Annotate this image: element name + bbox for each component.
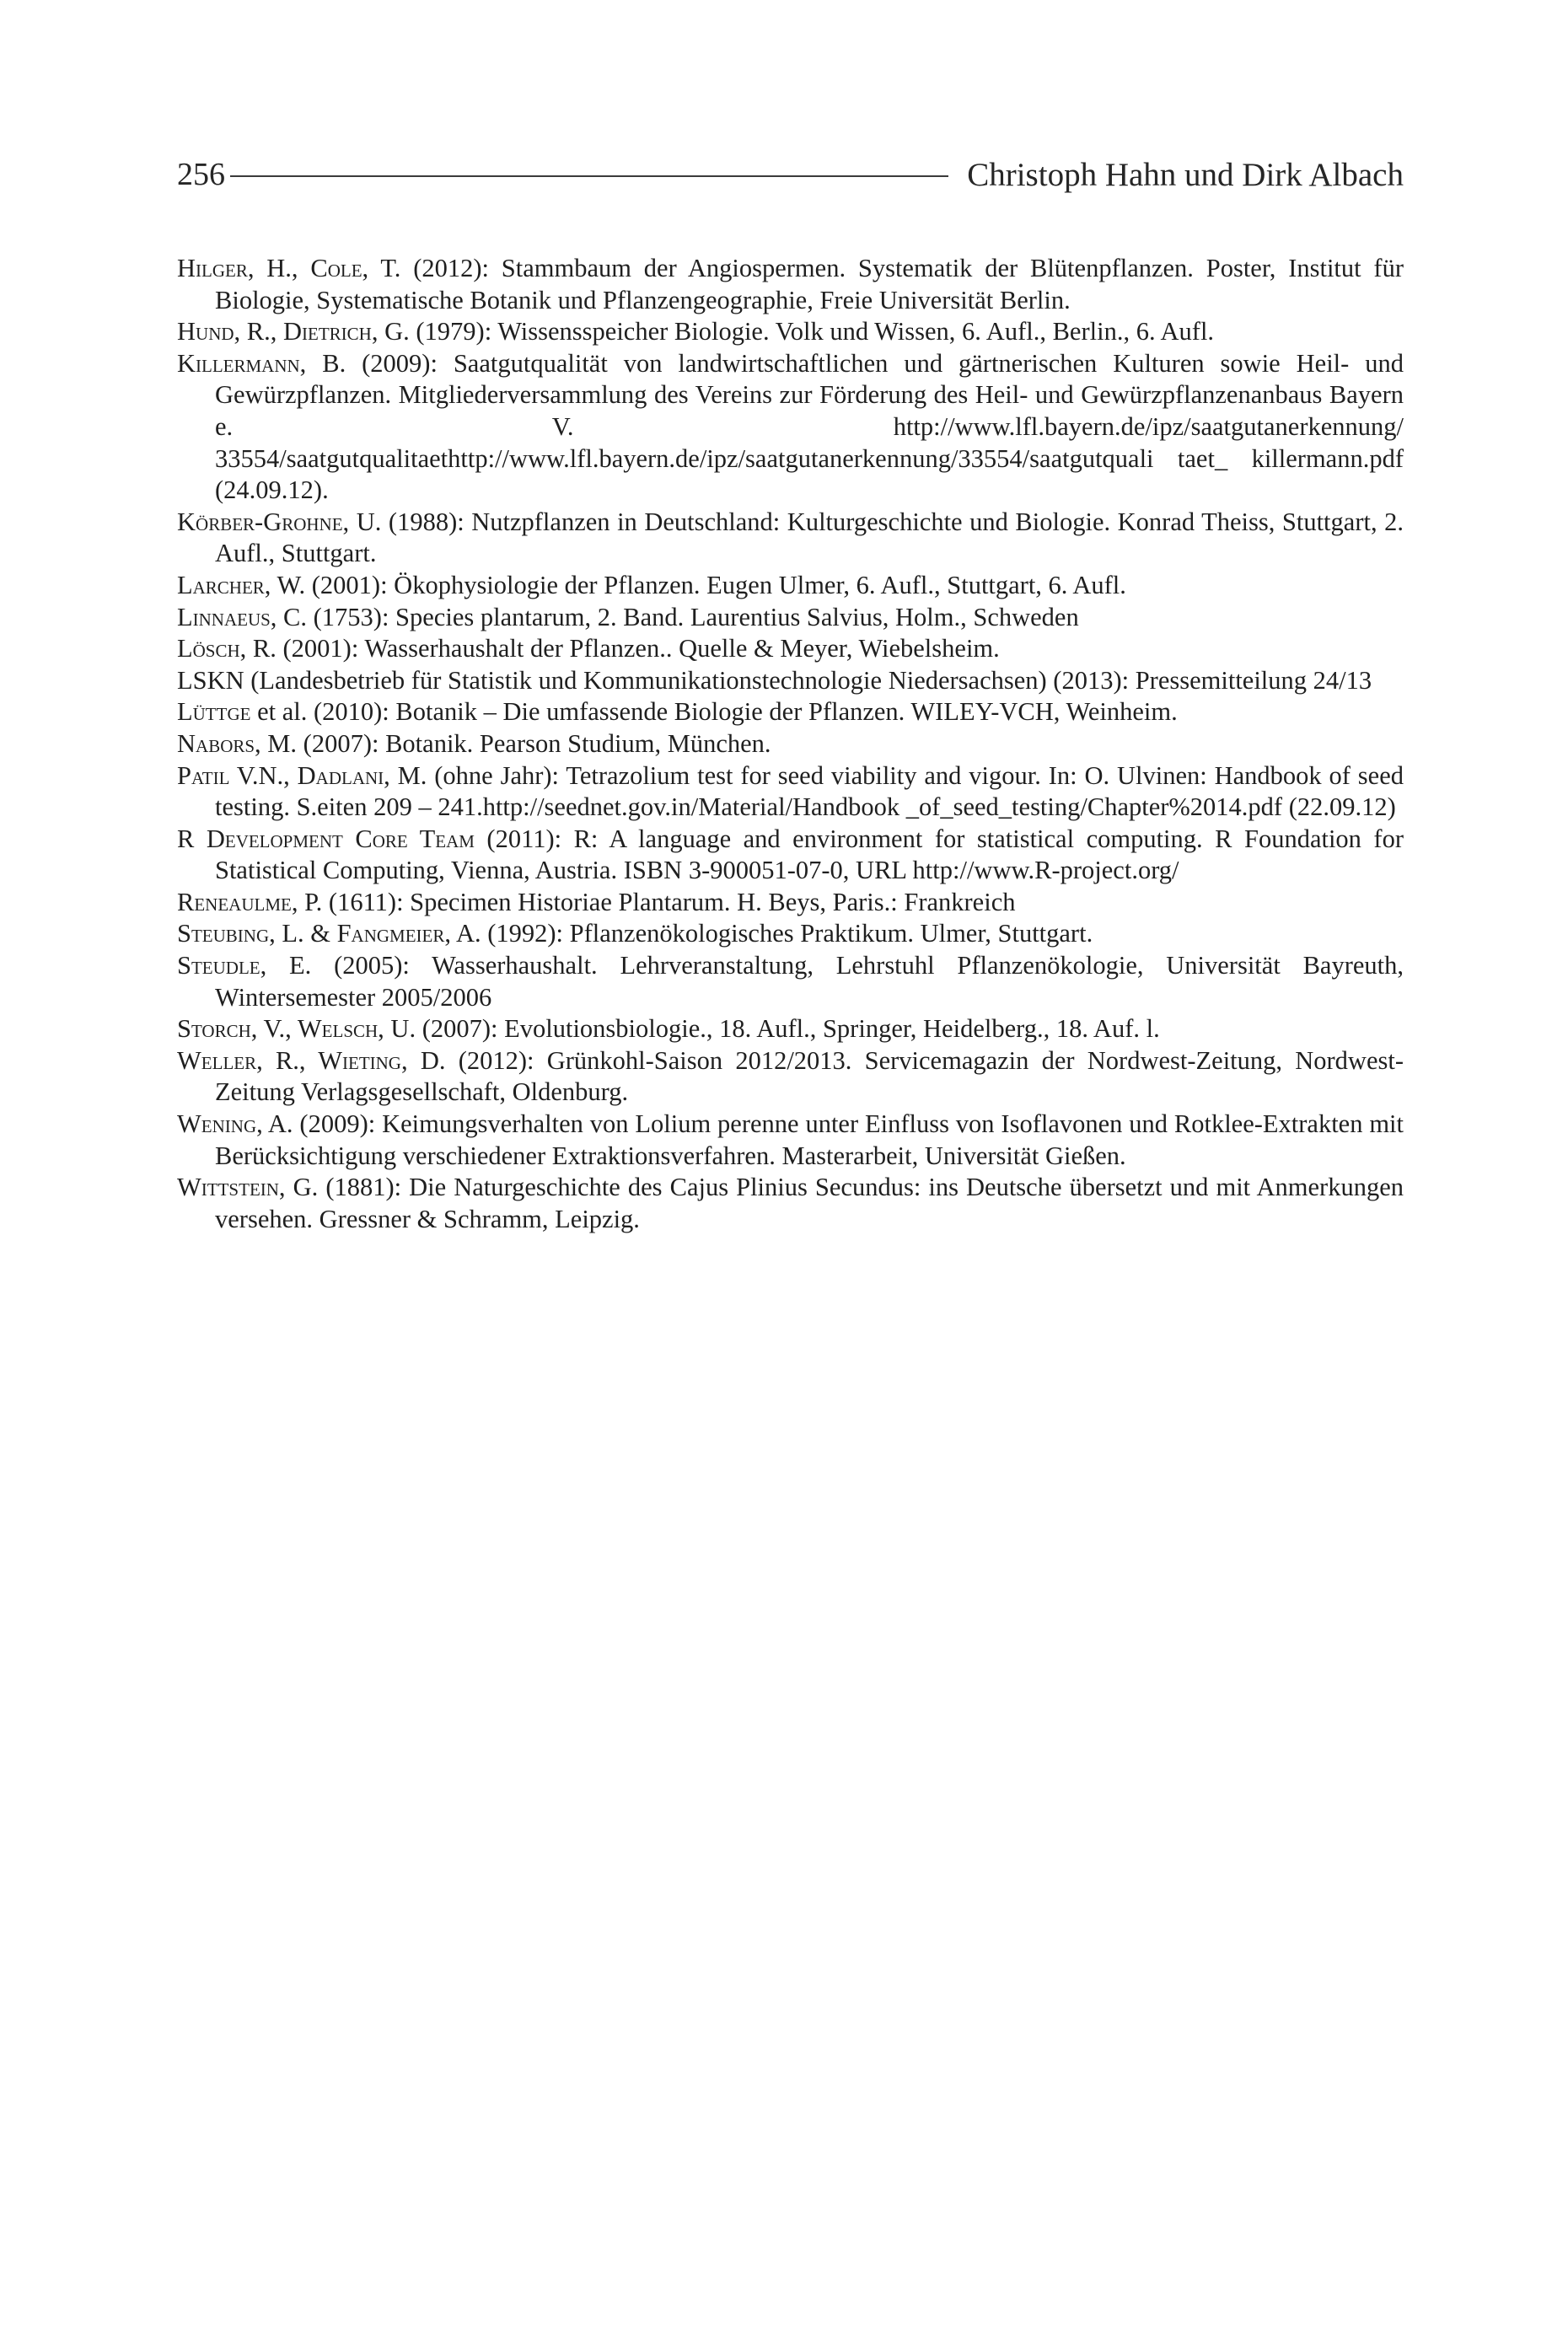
reference-author: Hund, R., Dietrich, G.	[177, 317, 410, 346]
reference-author: Larcher, W.	[177, 570, 306, 599]
reference-entry	[177, 1109, 1404, 1172]
reference-author: Patil V.N., Dadlani, M.	[177, 760, 427, 790]
reference-author: Körber-Grohne, U.	[177, 507, 382, 536]
reference-author: Lüttge	[177, 697, 251, 727]
reference-entry	[177, 602, 1404, 634]
page-number: 256	[177, 157, 225, 192]
reference-entry	[177, 570, 1404, 602]
reference-author: Lösch, R.	[177, 634, 277, 663]
reference-entry	[177, 1172, 1404, 1235]
reference-author: Reneaulme, P.	[177, 887, 323, 916]
reference-entry	[177, 918, 1404, 950]
reference-author: Wening, A.	[177, 1109, 293, 1139]
reference-author: Weller, R., Wieting, D.	[177, 1045, 446, 1075]
reference-entry	[177, 633, 1404, 665]
reference-author: Hilger, H., Cole, T.	[177, 254, 401, 282]
reference-text: (2007): Evolutionsbiologie., 18. Aufl., Springer, Heidelberg., 18. Auf. l.	[416, 1014, 1160, 1044]
header-rule	[230, 175, 948, 177]
reference-entry	[177, 253, 1404, 316]
reference-author: Linnaeus, C.	[177, 602, 308, 631]
reference-entry	[177, 316, 1404, 348]
reference-text: (ohne Jahr): Tetrazolium test for seed viability and vigour. In: O. Ulvinen: Handbook of seed testing. S.eiten 209 – 241.http://seednet.gov.in/Material/Handbook _of_seed_testing/Chapter%2014.pdf (22.09.12)	[215, 760, 1404, 822]
reference-list	[177, 253, 1404, 1235]
reference-text: (1988): Nutzpflanzen in Deutschland: Kulturgeschichte und Biologie. Konrad Theiss, Stuttgart, 2. Aufl., Stuttgart.	[215, 507, 1404, 568]
reference-text: (1753): Species plantarum, 2. Band. Laurentius Salvius, Holm., Schweden	[307, 602, 1079, 631]
reference-entry	[177, 507, 1404, 570]
reference-text: (2009): Keimungsverhalten von Lolium perenne unter Einfluss von Isoflavonen und Rotklee-Extrakten mit Berücksichtigung verschiedener Extraktionsverfahren. Masterarbeit, Universität Gießen.	[215, 1109, 1404, 1170]
reference-text: (2005): Wasserhaushalt. Lehrveranstaltung, Lehrstuhl Pflanzenökologie, Universität Bayreuth, Wintersemester 2005/2006	[215, 951, 1404, 1012]
reference-author: Storch, V., Welsch, U.	[177, 1014, 416, 1044]
reference-text: (2012): Grünkohl-Saison 2012/2013. Servicemagazin der Nordwest-Zeitung, Nordwest-Zeitung Verlagsgesellschaft, Oldenburg.	[215, 1045, 1404, 1107]
reference-entry	[177, 696, 1404, 728]
reference-text: (1881): Die Naturgeschichte des Cajus Plinius Secundus: ins Deutsche übersetzt und mit Anmerkungen versehen. Gressner & Schramm, Leipzig.	[215, 1173, 1404, 1233]
reference-text: LSKN (Landesbetrieb für Statistik und Kommunikationstechnologie Niedersachsen) (2013): Pressemitteilung 24/13	[177, 665, 1372, 695]
reference-text: (2007): Botanik. Pearson Studium, München.	[297, 728, 771, 758]
reference-text: (2011): R: A language and environment for statistical computing. R Foundation for Statistical Computing, Vienna, Austria. ISBN 3-900051-07-0, URL http://www.R-project.org/	[215, 824, 1404, 885]
reference-author: Steubing, L. & Fangmeier, A.	[177, 919, 481, 948]
reference-entry	[177, 1013, 1404, 1045]
reference-entry	[177, 950, 1404, 1013]
reference-author: Wittstein, G.	[177, 1173, 319, 1202]
reference-text: et al. (2010): Botanik – Die umfassende Biologie der Pflanzen. WILEY-VCH, Weinheim.	[250, 697, 1178, 727]
reference-text: (1992): Pflanzenökologisches Praktikum. Ulmer, Stuttgart.	[481, 919, 1093, 948]
reference-entry	[177, 824, 1404, 887]
reference-entry	[177, 665, 1404, 697]
reference-author: R Development Core Team	[177, 824, 475, 853]
page-header	[177, 145, 1404, 204]
reference-entry	[177, 887, 1404, 919]
reference-entry	[177, 348, 1404, 507]
reference-text: (2009): Saatgutqualität von landwirtschaftlichen und gärtnerischen Kulturen sowie Heil- und Gewürzpflanzen. Mitgliederversammlung des Vereins zur Förderung des Heil- und Gewürzpflanzenanbaus Bayern e. V. http://www.lfl.bayern.de/ipz/saatgutanerkennung/ 33554/saatgutqualitaethttp://www.lfl.bayern.de/ipz/saatgutanerkennung/33554/saatgutquali taet_ killermann.pdf (24.09.12).	[215, 348, 1404, 505]
reference-entry	[177, 760, 1404, 824]
running-head: Christoph Hahn und Dirk Albach	[967, 156, 1404, 193]
reference-text: (1979): Wissensspeicher Biologie. Volk und Wissen, 6. Aufl., Berlin., 6. Aufl.	[409, 317, 1215, 346]
reference-text: (2012): Stammbaum der Angiospermen. Systematik der Blütenpflanzen. Poster, Institut für Biologie, Systematische Botanik und Pflanzengeographie, Freie Universität Berlin.	[215, 254, 1404, 314]
reference-text: (2001): Wasserhaushalt der Pflanzen.. Quelle & Meyer, Wiebelsheim.	[276, 634, 1000, 663]
reference-text: (2001): Ökophysiologie der Pflanzen. Eugen Ulmer, 6. Aufl., Stuttgart, 6. Aufl.	[305, 570, 1126, 599]
reference-author: Steudle, E.	[177, 951, 312, 980]
reference-text: (1611): Specimen Historiae Plantarum. H. Beys, Paris.: Frankreich	[322, 887, 1016, 916]
reference-author: Nabors, M.	[177, 728, 298, 758]
reference-entry	[177, 728, 1404, 760]
reference-entry	[177, 1045, 1404, 1109]
reference-author: Killermann, B.	[177, 348, 346, 378]
